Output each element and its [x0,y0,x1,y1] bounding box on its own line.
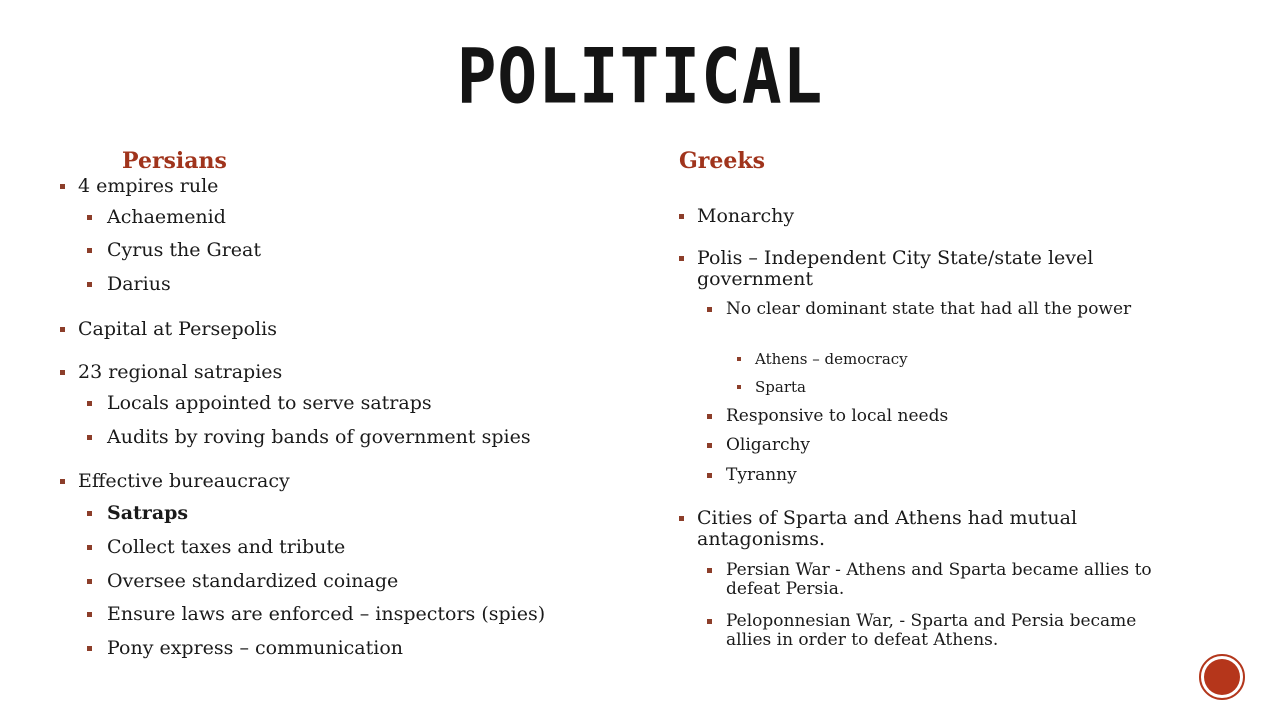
list-item [86,427,638,448]
list-item-text: Athens – democracy [755,350,908,368]
persians-heading: Persians [122,148,227,174]
list-item [86,537,638,558]
square-bullet-icon [60,184,65,189]
list-item-text: 23 regional satrapies [78,361,283,383]
square-bullet-icon [87,282,92,287]
list-item [736,351,1197,368]
square-bullet-icon [87,646,92,651]
list-item-text: Achaemenid [107,206,226,228]
square-bullet-icon [87,435,92,440]
list-item [677,206,1197,227]
list-item [706,436,1197,455]
square-bullet-icon [87,215,92,220]
corner-circle-icon [1199,654,1245,700]
list-item-text: Collect taxes and tribute [107,536,346,558]
square-bullet-icon [60,327,65,332]
list-item-text: Capital at Persepolis [78,318,277,340]
list-item-text: Effective bureaucracy [78,470,290,492]
persians-bullet-list [58,0,638,720]
list-item [58,471,638,492]
square-bullet-icon [60,479,65,484]
list-item-text: Audits by roving bands of government spies [107,426,531,448]
list-item [86,503,638,524]
square-bullet-icon [707,443,712,448]
list-item-text: 4 empires rule [78,175,219,197]
list-item-text: Tyranny [726,465,797,485]
square-bullet-icon [679,256,684,261]
list-item [58,176,638,197]
list-item [58,319,638,340]
list-item-text: Peloponnesian War, - Sparta and Persia became allies in order to defeat Athens. [726,611,1137,650]
list-item-text: Oligarchy [726,435,811,455]
list-item [86,604,638,625]
list-item-text: Persian War - Athens and Sparta became allies to defeat Persia. [726,560,1152,599]
list-item [706,407,1197,426]
square-bullet-icon [87,545,92,550]
list-item-text: No clear dominant state that had all the power [726,299,1132,319]
square-bullet-icon [87,612,92,617]
list-item [86,274,638,295]
list-item [706,612,1166,649]
square-bullet-icon [87,579,92,584]
slide-title: POLITICAL [456,32,824,121]
list-item-text: Polis – Independent City State/state level government [697,247,1094,290]
list-item [677,248,1187,290]
list-item-text: Oversee standardized coinage [107,570,399,592]
list-item-text: Monarchy [697,205,795,227]
list-item-text: Ensure laws are enforced – inspectors (spies) [107,603,546,625]
square-bullet-icon [707,473,712,478]
square-bullet-icon [707,568,712,573]
list-item-text: Responsive to local needs [726,406,949,426]
list-item [677,508,1187,550]
square-bullet-icon [737,385,741,389]
list-item [706,300,1166,319]
square-bullet-icon [87,248,92,253]
list-item [706,466,1197,485]
square-bullet-icon [707,307,712,312]
list-item-text: Pony express – communication [107,637,404,659]
list-item-text: Sparta [755,378,806,396]
list-item-text: Cyrus the Great [107,239,262,261]
list-item [86,638,638,659]
list-item [86,240,638,261]
square-bullet-icon [60,370,65,375]
square-bullet-icon [737,357,741,361]
square-bullet-icon [87,401,92,406]
corner-circle-fill [1204,659,1240,695]
list-item [736,379,1197,396]
square-bullet-icon [707,414,712,419]
square-bullet-icon [679,214,684,219]
greeks-heading: Greeks [679,148,766,174]
greeks-bullet-list [677,0,1197,720]
square-bullet-icon [679,516,684,521]
list-item [58,362,638,383]
list-item [86,393,638,414]
list-item [706,561,1166,598]
list-item-text: Darius [107,273,171,295]
square-bullet-icon [87,511,92,516]
square-bullet-icon [707,619,712,624]
list-item [86,571,638,592]
list-item-text: Locals appointed to serve satraps [107,392,432,414]
list-item-text: Cities of Sparta and Athens had mutual antagonisms. [697,507,1078,550]
list-item-text: Satraps [107,502,189,524]
list-item [86,207,638,228]
